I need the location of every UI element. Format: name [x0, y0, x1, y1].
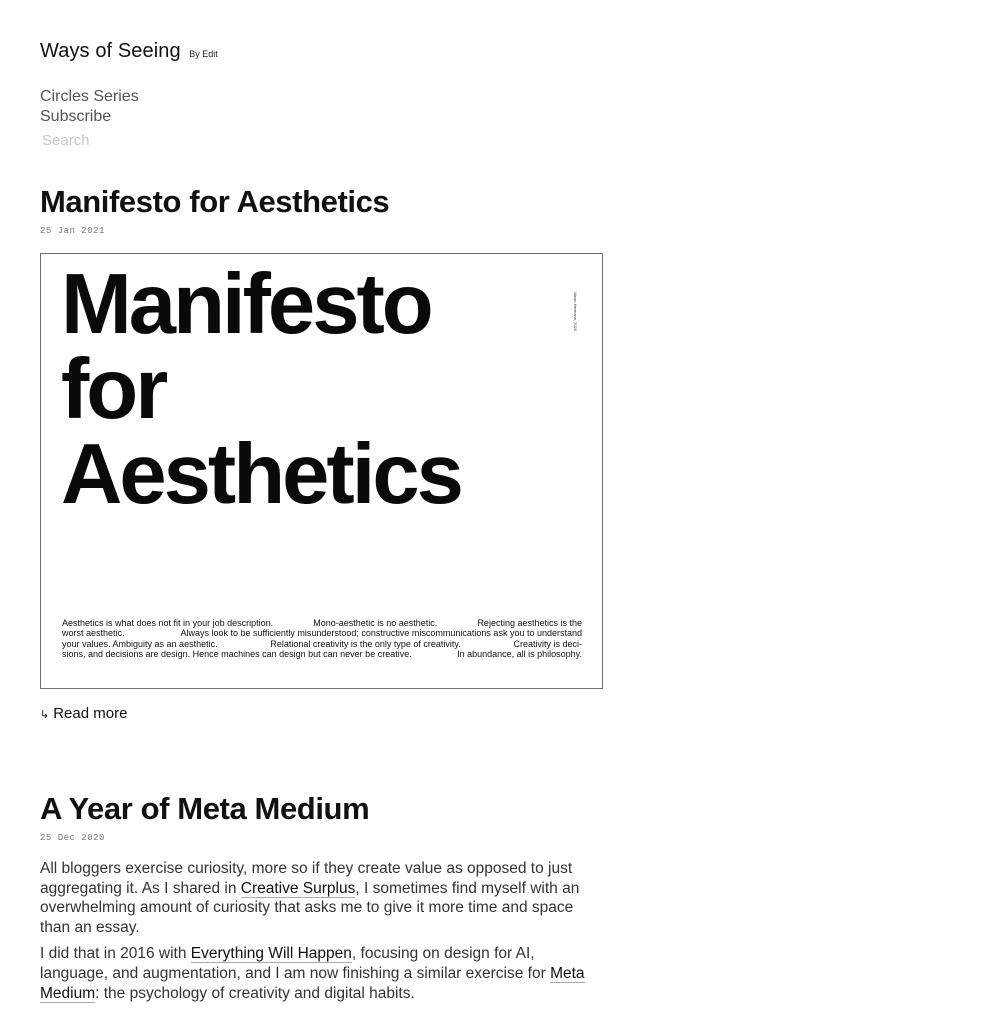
read-more-label: Read more [53, 705, 128, 722]
manifesto-line [62, 649, 582, 659]
nav-item-circles-series[interactable]: Circles Series [40, 88, 139, 105]
manifesto-line [62, 639, 582, 649]
paragraph-text: , I sometimes find myself with an overwhelming amount of curiosity that asks me to give it more time and space than an essay. [40, 879, 580, 937]
creative-surplus-link[interactable]: Creative Surplus [240, 879, 356, 897]
paragraph-text: , focusing on design for AI, language, and augmentation, and I am now finishing a similar exercise for [40, 945, 551, 983]
excerpt-paragraph [40, 859, 602, 938]
post-date: 25 Dec 2020 [40, 833, 105, 843]
cover-title-line: Aesthetics [61, 427, 461, 522]
manifesto-fragment: Rejecting aesthetics is the [477, 618, 582, 628]
site-title-link[interactable]: Ways of Seeing [40, 40, 181, 62]
read-more-link[interactable] [40, 705, 127, 722]
cover-title-line: for [61, 342, 166, 437]
manifesto-fragment: Relational creativity is the only type of creativity. [270, 638, 461, 649]
main-nav [40, 87, 139, 126]
manifesto-fragment: Always look to be sufficiently misunderstood; constructive miscommunications ask you to understand [180, 628, 582, 639]
manifesto-fragment: Creativity is deci- [513, 638, 582, 649]
cover-manifesto-text [62, 618, 582, 660]
manifesto-fragment: Aesthetics is what does not fit in your job description. [62, 618, 274, 628]
arrow-down-right-icon: ↳ [40, 709, 50, 721]
paragraph-text: I did that in 2016 with [40, 945, 191, 963]
post-excerpt [40, 859, 602, 1010]
cover-title [61, 257, 461, 522]
site-byline: By Edit [189, 49, 218, 59]
cover-credit: Ninon Hermann, 2020 [573, 292, 578, 332]
post-date: 25 Jan 2021 [40, 226, 105, 236]
manifesto-fragment: your values. Ambiguity as an aesthetic. [62, 638, 218, 649]
site-header [40, 40, 218, 63]
cover-title-line: Manifesto [61, 257, 431, 352]
manifesto-line [62, 628, 582, 638]
manifesto-fragment: sions, and decisions are design. Hence machines can design but can never be creative. [62, 649, 412, 660]
nav-item-subscribe[interactable]: Subscribe [40, 107, 112, 125]
meta-medium-link[interactable]: Meta Medium [40, 965, 585, 1002]
paragraph-text: All bloggers exercise curiosity, more so if they create value as opposed to just aggregating it. As I shared in [40, 860, 573, 897]
manifesto-fragment: worst aesthetic. [62, 628, 125, 639]
post-cover-image[interactable] [40, 253, 603, 689]
manifesto-line [62, 618, 582, 628]
excerpt-paragraph [40, 944, 602, 1003]
everything-will-happen-link[interactable]: Everything Will Happen [190, 945, 352, 963]
manifesto-fragment: In abundance, all is philosophy. [457, 649, 582, 660]
post-title-manifesto[interactable]: Manifesto for Aesthetics [40, 184, 390, 219]
paragraph-text: : the psychology of creativity and digital habits. [95, 984, 415, 1002]
search-input[interactable] [40, 132, 244, 149]
manifesto-fragment: Mono-aesthetic is no aesthetic. [313, 618, 438, 628]
post-title-meta-medium[interactable]: A Year of Meta Medium [40, 791, 370, 826]
